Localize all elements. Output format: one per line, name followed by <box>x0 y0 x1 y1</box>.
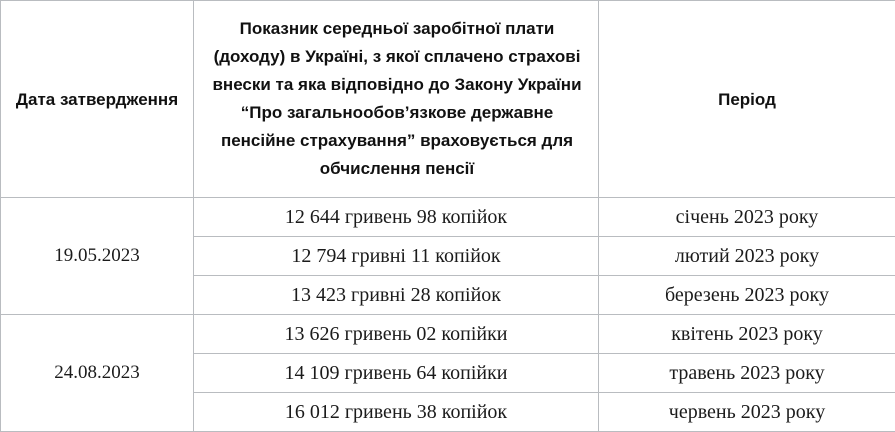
period-cell: лютий 2023 року <box>599 237 895 276</box>
table-header-row <box>1 1 895 198</box>
period-cell: травень 2023 року <box>599 354 895 393</box>
indicator-value-cell: 12 644 гривень 98 копійок <box>194 198 599 237</box>
indicator-value-cell: 12 794 гривні 11 копійок <box>194 237 599 276</box>
table-row <box>1 198 895 237</box>
table-header <box>1 1 895 198</box>
approval-date-cell: 19.05.2023 <box>1 198 194 315</box>
approval-date-cell: 24.08.2023 <box>1 315 194 432</box>
column-header-period: Період <box>599 1 895 198</box>
period-cell: березень 2023 року <box>599 276 895 315</box>
column-header-approval-date: Дата затвердження <box>1 1 194 198</box>
indicator-value-cell: 14 109 гривень 64 копійки <box>194 354 599 393</box>
table-row <box>1 315 895 354</box>
indicator-value-cell: 13 626 гривень 02 копійки <box>194 315 599 354</box>
period-cell: квітень 2023 року <box>599 315 895 354</box>
indicator-value-cell: 13 423 гривні 28 копійок <box>194 276 599 315</box>
table-body <box>1 198 895 432</box>
period-cell: червень 2023 року <box>599 393 895 432</box>
indicator-value-cell: 16 012 гривень 38 копійок <box>194 393 599 432</box>
column-header-indicator: Показник середньої заробітної плати (доходу) в Україні, з якої сплачено страхові внески та яка відповідно до Закону України “Про загальнообов’язкове державне пенсійне страхування” враховується для обчислення пенсії <box>194 1 599 198</box>
period-cell: січень 2023 року <box>599 198 895 237</box>
